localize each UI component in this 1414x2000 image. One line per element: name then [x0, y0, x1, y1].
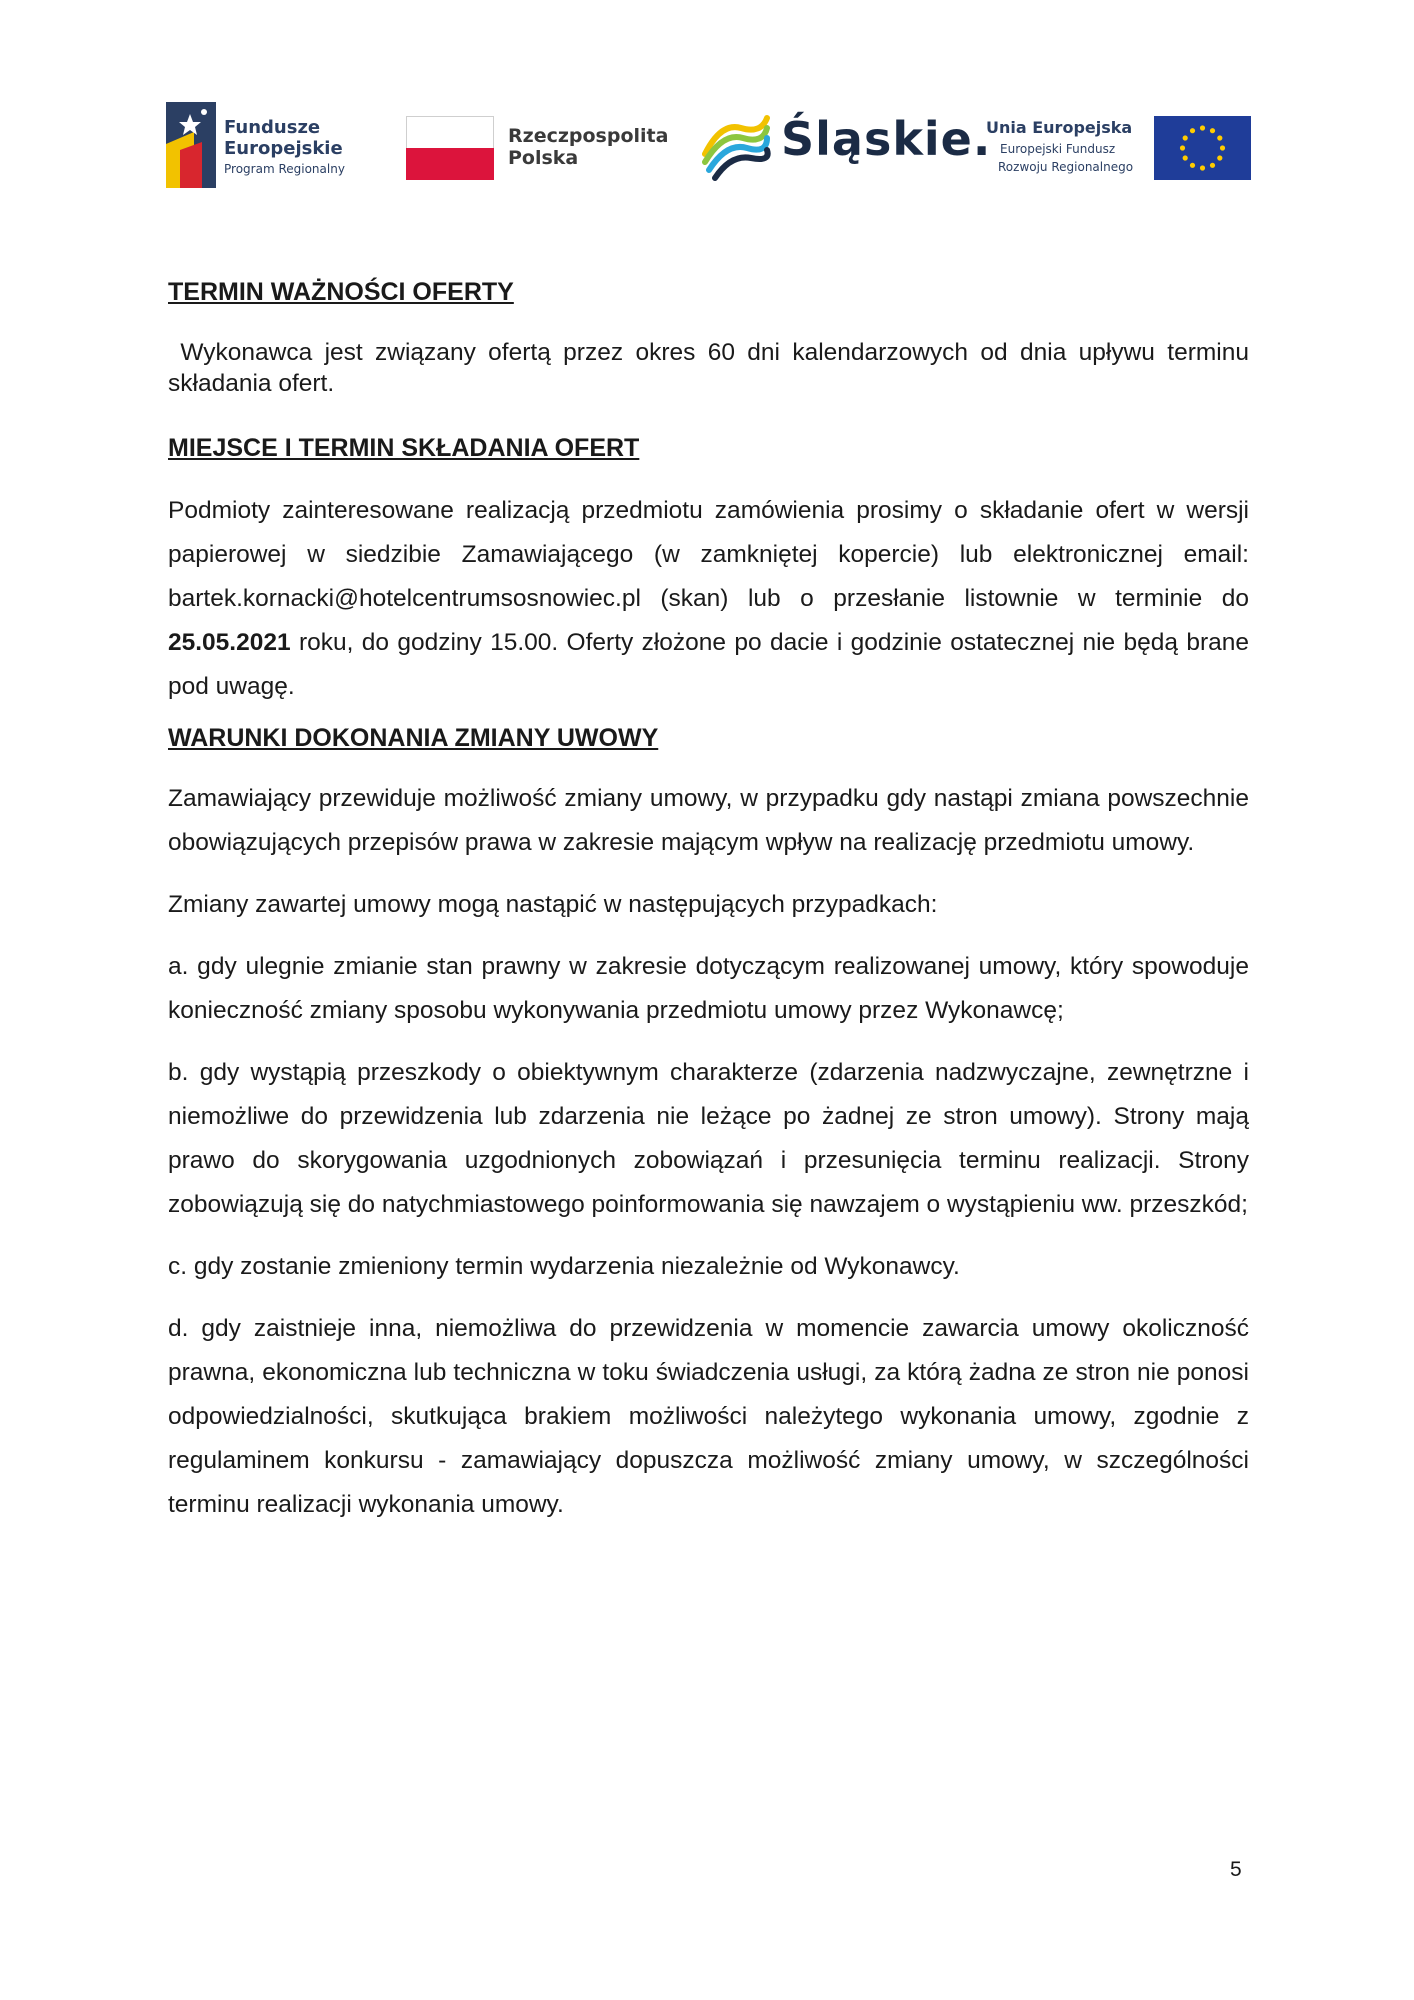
logo-bar	[166, 100, 1251, 190]
validity-text: Wykonawca jest związany ofertą przez okres 60 dni kalendarzowych od dnia upływu terminu składania ofert.	[168, 339, 1256, 397]
slaskie-wordmark: Śląskie.	[781, 112, 992, 166]
eu-flag-icon	[1154, 116, 1251, 180]
slaskie-logo	[701, 100, 992, 190]
rp-logo-line1: Rzeczpospolita	[508, 125, 669, 147]
validity-heading: TERMIN WAŻNOŚCI OFERTY	[168, 278, 514, 306]
changes-intro: Zamawiający przewiduje możliwość zmiany umowy, w przypadku gdy nastąpi zmiana powszechnie obowiązujących przepisów prawa w zakresie mającym wpływ na realizację przedmiotu umowy.	[168, 785, 1249, 856]
change-case-d: d. gdy zaistnieje inna, niemożliwa do przewidzenia w momencie zawarcia umowy okoliczność prawna, ekonomiczna lub techniczna w toku świadczenia usługi, za którą żadna ze stron nie ponosi odpowiedzialności, skutkująca brakiem możliwości należytego wykonania umowy, zgodnie z regulaminem konkursu - zamawiający dopuszcza możliwość zmiany umowy, w szczególności terminu realizacji wykonania umowy.	[168, 1315, 1249, 1518]
changes-heading: WARUNKI DOKONANIA ZMIANY UWOWY	[168, 724, 659, 752]
unia-europejska-logo	[986, 100, 1251, 190]
slaskie-waves-icon	[701, 114, 771, 184]
fundusze-europejskie-logo	[166, 100, 366, 190]
ue-logo-line3: Rozwoju Regionalnego	[998, 160, 1134, 174]
fe-logo-line1: Fundusze	[224, 117, 321, 138]
submission-deadline-date: 25.05.2021	[168, 629, 291, 656]
changes-cases-intro: Zmiany zawartej umowy mogą nastąpić w następujących przypadkach:	[168, 891, 938, 918]
submission-heading: MIEJSCE I TERMIN SKŁADANIA OFERT	[168, 434, 640, 462]
rp-logo-line2: Polska	[508, 147, 579, 169]
document-body	[168, 275, 1256, 1527]
fe-logo-line2: Europejskie	[224, 138, 343, 159]
ue-logo-line2: Europejski Fundusz	[1000, 142, 1116, 156]
change-case-b: b. gdy wystąpią przeszkody o obiektywnym charakterze (zdarzenia nadzwyczajne, zewnętrzne i niemożliwe do przewidzenia lub zdarzenia nie leżące po żadnej ze stron umowy). Strony mają prawo do skorygowania uzgodnionych zobowiązań i przesunięcia terminu realizacji. Strony zobowiązują się do natychmiastowego poinformowania się nawzajem o wystąpieniu ww. przeszkód;	[168, 1059, 1249, 1218]
rzeczpospolita-polska-logo	[406, 100, 669, 190]
submission-text-before: Podmioty zainteresowane realizacją przedmiotu zamówienia prosimy o składanie ofert w wersji papierowej w siedzibie Zamawiającego (w zamkniętej kopercie) lub elektronicznej email: bartek.kornacki@hotelcentrumsosnowiec.pl (skan) lub o przesłanie listownie w terminie do	[168, 497, 1249, 612]
fundusze-europejskie-emblem-icon	[166, 102, 216, 188]
submission-text	[168, 489, 1249, 709]
change-case-a: a. gdy ulegnie zmianie stan prawny w zakresie dotyczącym realizowanej umowy, który spowoduje konieczność zmiany sposobu wykonywania przedmiotu umowy przez Wykonawcę;	[168, 953, 1249, 1024]
submission-text-after: roku, do godziny 15.00. Oferty złożone po dacie i godzinie ostatecznej nie będą brane pod uwagę.	[168, 629, 1249, 700]
page-number: 5	[1230, 1858, 1242, 1881]
polish-flag-icon	[406, 116, 494, 180]
ue-logo-line1: Unia Europejska	[986, 118, 1133, 137]
change-case-c: c. gdy zostanie zmieniony termin wydarzenia niezależnie od Wykonawcy.	[168, 1253, 960, 1280]
fe-logo-line3: Program Regionalny	[224, 162, 345, 176]
